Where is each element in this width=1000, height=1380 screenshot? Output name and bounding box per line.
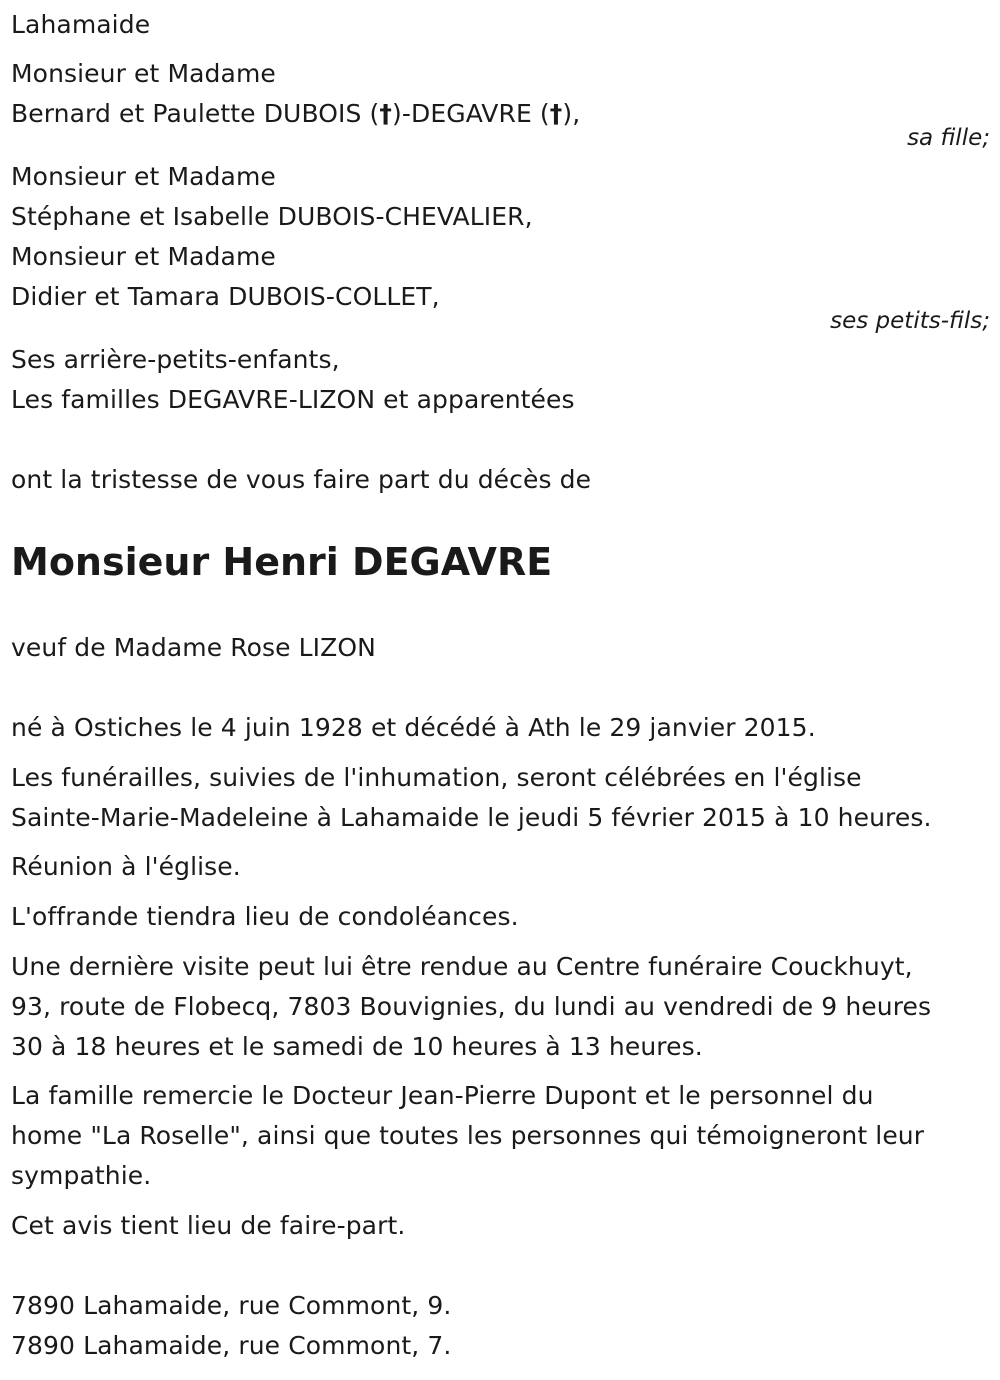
deceased-name: Monsieur Henri DEGAVRE bbox=[11, 540, 553, 584]
address-line: 7890 Lahamaide, rue Commont, 9. bbox=[11, 1291, 452, 1320]
relation-label: sa fille; bbox=[907, 125, 990, 151]
funeral-text-line: Sainte-Marie-Madeleine à Lahamaide le jeudi 5 février 2015 à 10 heures. bbox=[11, 803, 932, 832]
family-name-part: ), bbox=[562, 99, 581, 128]
family-line: Monsieur et Madame bbox=[11, 162, 276, 191]
meeting-text: Réunion à l'église. bbox=[11, 852, 241, 881]
funeral-text-line: Les funérailles, suivies de l'inhumation, seront célébrées en l'église bbox=[11, 763, 862, 792]
offering-text: L'offrande tiendra lieu de condoléances. bbox=[11, 902, 519, 931]
thanks-text-line: La famille remercie le Docteur Jean-Pierre Dupont et le personnel du bbox=[11, 1081, 874, 1110]
visit-text-line: 30 à 18 heures et le samedi de 10 heures à 13 heures. bbox=[11, 1032, 703, 1061]
address-line: 7890 Lahamaide, rue Commont, 7. bbox=[11, 1331, 452, 1360]
place-header: Lahamaide bbox=[11, 10, 151, 39]
closing-text: Cet avis tient lieu de faire-part. bbox=[11, 1211, 406, 1240]
thanks-text-line: home "La Roselle", ainsi que toutes les personnes qui témoigneront leur bbox=[11, 1121, 925, 1150]
family-line: Ses arrière-petits-enfants, bbox=[11, 345, 340, 374]
visit-text-line: 93, route de Flobecq, 7803 Bouvignies, du lundi au vendredi de 9 heures bbox=[11, 992, 932, 1021]
family-line: Monsieur et Madame bbox=[11, 242, 276, 271]
family-line: Monsieur et Madame bbox=[11, 59, 276, 88]
widower-text: veuf de Madame Rose LIZON bbox=[11, 633, 376, 662]
family-line bbox=[11, 99, 580, 129]
family-line: Didier et Tamara DUBOIS-COLLET, bbox=[11, 282, 440, 311]
family-name-part: )-DEGAVRE ( bbox=[392, 99, 550, 128]
visit-text-line: Une dernière visite peut lui être rendue au Centre funéraire Couckhuyt, bbox=[11, 952, 913, 981]
family-name-part: Bernard et Paulette DUBOIS ( bbox=[11, 99, 380, 128]
family-line: Les familles DEGAVRE-LIZON et apparentées bbox=[11, 385, 575, 414]
birth-death-text: né à Ostiches le 4 juin 1928 et décédé à Ath le 29 janvier 2015. bbox=[11, 713, 816, 742]
thanks-text-line: sympathie. bbox=[11, 1161, 152, 1190]
cross-icon: † bbox=[549, 99, 563, 128]
cross-icon: † bbox=[379, 99, 392, 128]
announcement-text: ont la tristesse de vous faire part du décès de bbox=[11, 465, 592, 494]
relation-label: ses petits-fils; bbox=[830, 308, 990, 334]
family-line: Stéphane et Isabelle DUBOIS-CHEVALIER, bbox=[11, 202, 533, 231]
